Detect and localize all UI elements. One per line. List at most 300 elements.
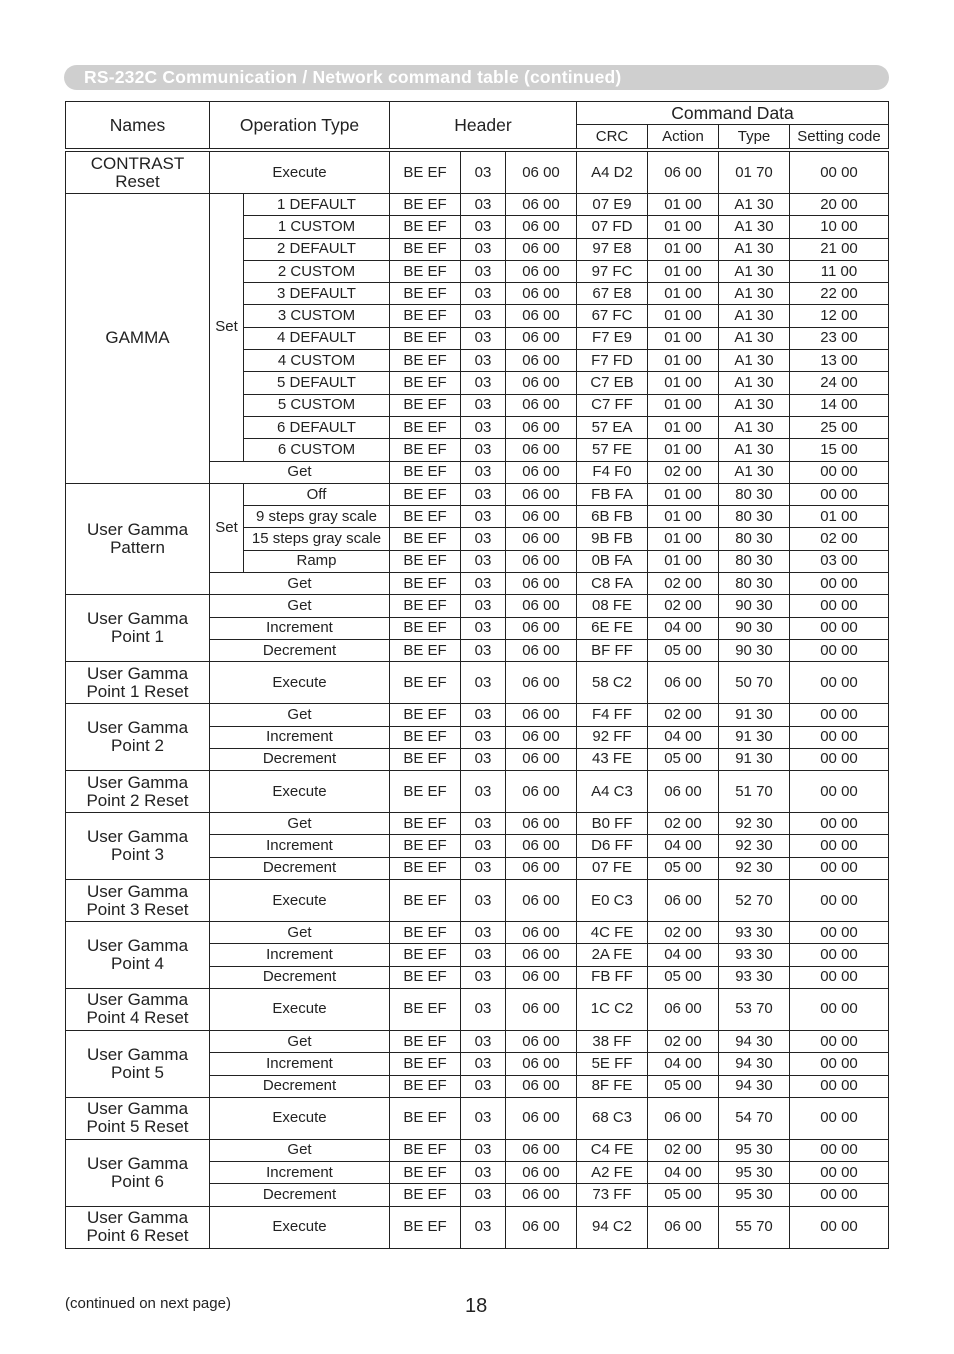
header-byte-2: 03 (461, 771, 506, 813)
action-cell: 01 00 (648, 283, 719, 305)
header-operation-type: Operation Type (210, 102, 390, 149)
header-byte-3: 06 00 (506, 394, 577, 416)
type-cell: 90 30 (719, 639, 790, 661)
crc-cell: 1C C2 (577, 988, 648, 1030)
header-byte-3: 06 00 (506, 152, 577, 194)
header-byte-1: BE EF (390, 726, 461, 748)
operation-cell: Get (210, 595, 390, 617)
header-byte-3: 06 00 (506, 550, 577, 572)
operation-cell: Increment (210, 1053, 390, 1075)
header-byte-3: 06 00 (506, 238, 577, 260)
header-byte-3: 06 00 (506, 305, 577, 327)
action-cell: 06 00 (648, 152, 719, 194)
setting-code-cell: 00 00 (790, 1162, 889, 1184)
action-cell: 01 00 (648, 483, 719, 505)
table-row (66, 1206, 889, 1248)
header-byte-2: 03 (461, 835, 506, 857)
header-byte-2: 03 (461, 372, 506, 394)
type-cell: 93 30 (719, 966, 790, 988)
crc-cell: 67 E8 (577, 283, 648, 305)
operation-cell: 1 DEFAULT (244, 194, 390, 216)
type-cell: 91 30 (719, 748, 790, 770)
header-byte-3: 06 00 (506, 416, 577, 438)
operation-cell: 5 CUSTOM (244, 394, 390, 416)
header-byte-1: BE EF (390, 439, 461, 461)
header-byte-3: 06 00 (506, 1097, 577, 1139)
header-byte-2: 03 (461, 595, 506, 617)
crc-cell: C8 FA (577, 573, 648, 595)
header-byte-1: BE EF (390, 260, 461, 282)
operation-cell: Decrement (210, 1184, 390, 1206)
setting-code-cell: 00 00 (790, 617, 889, 639)
header-byte-3: 06 00 (506, 726, 577, 748)
header-byte-1: BE EF (390, 573, 461, 595)
type-cell: 94 30 (719, 1075, 790, 1097)
type-cell: 91 30 (719, 704, 790, 726)
header-byte-3: 06 00 (506, 1075, 577, 1097)
crc-cell: F7 FD (577, 350, 648, 372)
action-cell: 04 00 (648, 944, 719, 966)
crc-cell: 38 FF (577, 1030, 648, 1052)
operation-cell: Execute (210, 880, 390, 922)
type-cell: A1 30 (719, 305, 790, 327)
header-byte-1: BE EF (390, 1097, 461, 1139)
header-byte-3: 06 00 (506, 372, 577, 394)
table-row (66, 152, 889, 194)
operation-cell: Increment (210, 1162, 390, 1184)
type-cell: 51 70 (719, 771, 790, 813)
setting-code-cell: 13 00 (790, 350, 889, 372)
header-byte-1: BE EF (390, 595, 461, 617)
header-byte-2: 03 (461, 704, 506, 726)
action-cell: 05 00 (648, 639, 719, 661)
table-row (66, 988, 889, 1030)
setting-code-cell: 00 00 (790, 944, 889, 966)
setting-code-cell: 00 00 (790, 1206, 889, 1248)
operation-cell: Get (210, 461, 390, 483)
command-name: User Gamma Point 1 Reset (66, 662, 210, 704)
crc-cell: 07 E9 (577, 194, 648, 216)
action-cell: 01 00 (648, 194, 719, 216)
setting-code-cell: 00 00 (790, 988, 889, 1030)
crc-cell: 5E FF (577, 1053, 648, 1075)
type-cell: 80 30 (719, 506, 790, 528)
action-cell: 06 00 (648, 1097, 719, 1139)
crc-cell: 58 C2 (577, 662, 648, 704)
crc-cell: F7 E9 (577, 327, 648, 349)
setting-code-cell: 20 00 (790, 194, 889, 216)
setting-code-cell: 00 00 (790, 662, 889, 704)
type-cell: 94 30 (719, 1030, 790, 1052)
type-cell: A1 30 (719, 394, 790, 416)
command-name: GAMMA (66, 194, 210, 484)
header-byte-3: 06 00 (506, 857, 577, 879)
page-number: 18 (465, 1295, 488, 1317)
header-byte-1: BE EF (390, 1139, 461, 1161)
header-byte-3: 06 00 (506, 639, 577, 661)
header-header: Header (390, 102, 577, 149)
crc-cell: 6E FE (577, 617, 648, 639)
crc-cell: 94 C2 (577, 1206, 648, 1248)
set-label: Set (210, 194, 244, 462)
crc-cell: C4 FE (577, 1139, 648, 1161)
setting-code-cell: 01 00 (790, 506, 889, 528)
action-cell: 02 00 (648, 813, 719, 835)
header-byte-1: BE EF (390, 748, 461, 770)
header-byte-3: 06 00 (506, 1030, 577, 1052)
table-row (66, 922, 889, 944)
action-cell: 04 00 (648, 1053, 719, 1075)
header-byte-1: BE EF (390, 305, 461, 327)
type-cell: 53 70 (719, 988, 790, 1030)
setting-code-cell: 15 00 (790, 439, 889, 461)
header-byte-3: 06 00 (506, 350, 577, 372)
action-cell: 01 00 (648, 305, 719, 327)
operation-cell: Decrement (210, 966, 390, 988)
header-byte-2: 03 (461, 194, 506, 216)
crc-cell: C7 EB (577, 372, 648, 394)
crc-cell: A2 FE (577, 1162, 648, 1184)
command-name: User Gamma Point 5 Reset (66, 1097, 210, 1139)
action-cell: 06 00 (648, 1206, 719, 1248)
operation-cell: 2 CUSTOM (244, 260, 390, 282)
header-byte-2: 03 (461, 617, 506, 639)
crc-cell: 97 E8 (577, 238, 648, 260)
operation-cell: 1 CUSTOM (244, 216, 390, 238)
operation-cell: 4 DEFAULT (244, 327, 390, 349)
type-cell: 52 70 (719, 880, 790, 922)
action-cell: 04 00 (648, 835, 719, 857)
header-byte-2: 03 (461, 922, 506, 944)
command-table (65, 101, 889, 1249)
table-row (66, 595, 889, 617)
crc-cell: F4 FF (577, 704, 648, 726)
setting-code-cell: 25 00 (790, 416, 889, 438)
command-name: User Gamma Point 4 (66, 922, 210, 989)
setting-code-cell: 00 00 (790, 880, 889, 922)
header-byte-3: 06 00 (506, 1184, 577, 1206)
header-byte-1: BE EF (390, 461, 461, 483)
type-cell: 01 70 (719, 152, 790, 194)
setting-code-cell: 00 00 (790, 461, 889, 483)
type-cell: 55 70 (719, 1206, 790, 1248)
action-cell: 02 00 (648, 461, 719, 483)
operation-cell: Execute (210, 771, 390, 813)
operation-cell: 6 DEFAULT (244, 416, 390, 438)
header-byte-3: 06 00 (506, 595, 577, 617)
command-name: User Gamma Point 4 Reset (66, 988, 210, 1030)
action-cell: 04 00 (648, 617, 719, 639)
type-cell: 80 30 (719, 550, 790, 572)
setting-code-cell: 00 00 (790, 1139, 889, 1161)
header-byte-3: 06 00 (506, 506, 577, 528)
header-byte-2: 03 (461, 1097, 506, 1139)
setting-code-cell: 00 00 (790, 595, 889, 617)
header-byte-2: 03 (461, 1206, 506, 1248)
table-row (66, 662, 889, 704)
header-byte-3: 06 00 (506, 944, 577, 966)
command-name: User Gamma Point 6 (66, 1139, 210, 1206)
header-byte-1: BE EF (390, 394, 461, 416)
setting-code-cell: 00 00 (790, 573, 889, 595)
header-byte-2: 03 (461, 483, 506, 505)
header-byte-1: BE EF (390, 1053, 461, 1075)
command-table-body (66, 152, 889, 1249)
header-byte-1: BE EF (390, 771, 461, 813)
action-cell: 02 00 (648, 704, 719, 726)
operation-cell: 4 CUSTOM (244, 350, 390, 372)
crc-cell: 92 FF (577, 726, 648, 748)
type-cell: 92 30 (719, 813, 790, 835)
setting-code-cell: 10 00 (790, 216, 889, 238)
header-byte-2: 03 (461, 416, 506, 438)
setting-code-cell: 14 00 (790, 394, 889, 416)
command-name: User Gamma Point 3 Reset (66, 880, 210, 922)
crc-cell: C7 FF (577, 394, 648, 416)
header-byte-2: 03 (461, 152, 506, 194)
action-cell: 02 00 (648, 573, 719, 595)
type-cell: 92 30 (719, 857, 790, 879)
action-cell: 01 00 (648, 327, 719, 349)
operation-cell: 3 DEFAULT (244, 283, 390, 305)
setting-code-cell: 00 00 (790, 748, 889, 770)
header-byte-2: 03 (461, 216, 506, 238)
header-byte-1: BE EF (390, 528, 461, 550)
action-cell: 01 00 (648, 372, 719, 394)
header-byte-2: 03 (461, 1030, 506, 1052)
type-cell: 50 70 (719, 662, 790, 704)
header-byte-1: BE EF (390, 966, 461, 988)
header-byte-3: 06 00 (506, 327, 577, 349)
type-cell: A1 30 (719, 461, 790, 483)
crc-cell: A4 D2 (577, 152, 648, 194)
command-name: User Gamma Point 2 Reset (66, 771, 210, 813)
header-byte-2: 03 (461, 506, 506, 528)
setting-code-cell: 12 00 (790, 305, 889, 327)
type-cell: 93 30 (719, 922, 790, 944)
header-byte-2: 03 (461, 528, 506, 550)
operation-cell: Decrement (210, 857, 390, 879)
setting-code-cell: 00 00 (790, 857, 889, 879)
setting-code-cell: 21 00 (790, 238, 889, 260)
header-byte-1: BE EF (390, 1206, 461, 1248)
crc-cell: 57 EA (577, 416, 648, 438)
header-byte-3: 06 00 (506, 771, 577, 813)
header-byte-3: 06 00 (506, 283, 577, 305)
header-byte-1: BE EF (390, 617, 461, 639)
header-byte-1: BE EF (390, 1075, 461, 1097)
header-byte-2: 03 (461, 238, 506, 260)
operation-cell: Decrement (210, 1075, 390, 1097)
header-byte-3: 06 00 (506, 880, 577, 922)
operation-cell: Get (210, 1030, 390, 1052)
action-cell: 04 00 (648, 726, 719, 748)
header-byte-2: 03 (461, 305, 506, 327)
header-byte-1: BE EF (390, 835, 461, 857)
action-cell: 02 00 (648, 1139, 719, 1161)
header-byte-1: BE EF (390, 880, 461, 922)
action-cell: 06 00 (648, 771, 719, 813)
header-byte-2: 03 (461, 857, 506, 879)
header-byte-2: 03 (461, 260, 506, 282)
table-row (66, 880, 889, 922)
header-byte-3: 06 00 (506, 216, 577, 238)
crc-cell: E0 C3 (577, 880, 648, 922)
setting-code-cell: 02 00 (790, 528, 889, 550)
header-action: Action (648, 125, 719, 149)
header-byte-1: BE EF (390, 350, 461, 372)
header-byte-2: 03 (461, 283, 506, 305)
crc-cell: 57 FE (577, 439, 648, 461)
header-byte-3: 06 00 (506, 704, 577, 726)
header-byte-1: BE EF (390, 988, 461, 1030)
operation-cell: Decrement (210, 748, 390, 770)
table-row (66, 483, 889, 505)
header-byte-2: 03 (461, 1053, 506, 1075)
setting-code-cell: 00 00 (790, 966, 889, 988)
header-byte-3: 06 00 (506, 260, 577, 282)
action-cell: 06 00 (648, 988, 719, 1030)
header-byte-2: 03 (461, 573, 506, 595)
header-byte-1: BE EF (390, 416, 461, 438)
setting-code-cell: 23 00 (790, 327, 889, 349)
type-cell: A1 30 (719, 283, 790, 305)
operation-cell: 9 steps gray scale (244, 506, 390, 528)
type-cell: 54 70 (719, 1097, 790, 1139)
type-cell: A1 30 (719, 416, 790, 438)
crc-cell: 07 FD (577, 216, 648, 238)
action-cell: 05 00 (648, 857, 719, 879)
operation-cell: Get (210, 704, 390, 726)
header-byte-2: 03 (461, 394, 506, 416)
action-cell: 05 00 (648, 1075, 719, 1097)
operation-cell: Ramp (244, 550, 390, 572)
crc-cell: 2A FE (577, 944, 648, 966)
operation-cell: Off (244, 483, 390, 505)
header-byte-3: 06 00 (506, 573, 577, 595)
crc-cell: 6B FB (577, 506, 648, 528)
header-byte-3: 06 00 (506, 922, 577, 944)
header-byte-1: BE EF (390, 483, 461, 505)
crc-cell: 97 FC (577, 260, 648, 282)
setting-code-cell: 22 00 (790, 283, 889, 305)
header-byte-3: 06 00 (506, 528, 577, 550)
type-cell: 95 30 (719, 1139, 790, 1161)
action-cell: 05 00 (648, 1184, 719, 1206)
setting-code-cell: 00 00 (790, 922, 889, 944)
header-byte-2: 03 (461, 461, 506, 483)
header-byte-1: BE EF (390, 1162, 461, 1184)
command-name: User Gamma Point 1 (66, 595, 210, 662)
header-byte-2: 03 (461, 439, 506, 461)
action-cell: 02 00 (648, 922, 719, 944)
type-cell: A1 30 (719, 327, 790, 349)
crc-cell: 4C FE (577, 922, 648, 944)
crc-cell: A4 C3 (577, 771, 648, 813)
operation-cell: Execute (210, 152, 390, 194)
header-byte-1: BE EF (390, 1184, 461, 1206)
operation-cell: 2 DEFAULT (244, 238, 390, 260)
crc-cell: 43 FE (577, 748, 648, 770)
setting-code-cell: 00 00 (790, 1053, 889, 1075)
action-cell: 01 00 (648, 260, 719, 282)
setting-code-cell: 11 00 (790, 260, 889, 282)
action-cell: 06 00 (648, 880, 719, 922)
header-byte-1: BE EF (390, 639, 461, 661)
header-byte-3: 06 00 (506, 1162, 577, 1184)
section-title: RS-232C Communication / Network command table (continued) (84, 67, 622, 87)
header-byte-3: 06 00 (506, 813, 577, 835)
type-cell: 90 30 (719, 617, 790, 639)
command-name: User Gamma Pattern (66, 483, 210, 594)
header-byte-2: 03 (461, 662, 506, 704)
header-byte-3: 06 00 (506, 988, 577, 1030)
header-byte-3: 06 00 (506, 748, 577, 770)
header-byte-2: 03 (461, 550, 506, 572)
table-row (66, 1097, 889, 1139)
header-setting-code: Setting code (790, 125, 889, 149)
operation-cell: Execute (210, 1097, 390, 1139)
header-byte-2: 03 (461, 813, 506, 835)
action-cell: 01 00 (648, 506, 719, 528)
header-byte-2: 03 (461, 880, 506, 922)
operation-cell: Get (210, 1139, 390, 1161)
crc-cell: 07 FE (577, 857, 648, 879)
operation-cell: 5 DEFAULT (244, 372, 390, 394)
crc-cell: 73 FF (577, 1184, 648, 1206)
table-row (66, 704, 889, 726)
header-byte-1: BE EF (390, 238, 461, 260)
crc-cell: 8F FE (577, 1075, 648, 1097)
table-row (66, 813, 889, 835)
operation-cell: Execute (210, 1206, 390, 1248)
set-label: Set (210, 483, 244, 572)
header-byte-1: BE EF (390, 813, 461, 835)
header-byte-3: 06 00 (506, 1206, 577, 1248)
crc-cell: 08 FE (577, 595, 648, 617)
header-byte-1: BE EF (390, 550, 461, 572)
type-cell: 93 30 (719, 944, 790, 966)
header-byte-1: BE EF (390, 194, 461, 216)
header-byte-2: 03 (461, 639, 506, 661)
header-byte-2: 03 (461, 966, 506, 988)
setting-code-cell: 00 00 (790, 1097, 889, 1139)
header-byte-2: 03 (461, 1139, 506, 1161)
type-cell: 94 30 (719, 1053, 790, 1075)
operation-cell: Increment (210, 617, 390, 639)
header-byte-3: 06 00 (506, 662, 577, 704)
action-cell: 01 00 (648, 394, 719, 416)
setting-code-cell: 00 00 (790, 813, 889, 835)
command-name: User Gamma Point 5 (66, 1030, 210, 1097)
crc-cell: FB FF (577, 966, 648, 988)
action-cell: 01 00 (648, 416, 719, 438)
operation-cell: Get (210, 813, 390, 835)
operation-cell: Execute (210, 662, 390, 704)
header-byte-2: 03 (461, 1075, 506, 1097)
setting-code-cell: 00 00 (790, 1030, 889, 1052)
action-cell: 05 00 (648, 748, 719, 770)
header-names: Names (66, 102, 210, 149)
table-row (66, 771, 889, 813)
header-byte-2: 03 (461, 350, 506, 372)
action-cell: 01 00 (648, 216, 719, 238)
type-cell: A1 30 (719, 350, 790, 372)
setting-code-cell: 00 00 (790, 704, 889, 726)
command-name: User Gamma Point 6 Reset (66, 1206, 210, 1248)
action-cell: 01 00 (648, 550, 719, 572)
section-title-bar (64, 65, 889, 90)
